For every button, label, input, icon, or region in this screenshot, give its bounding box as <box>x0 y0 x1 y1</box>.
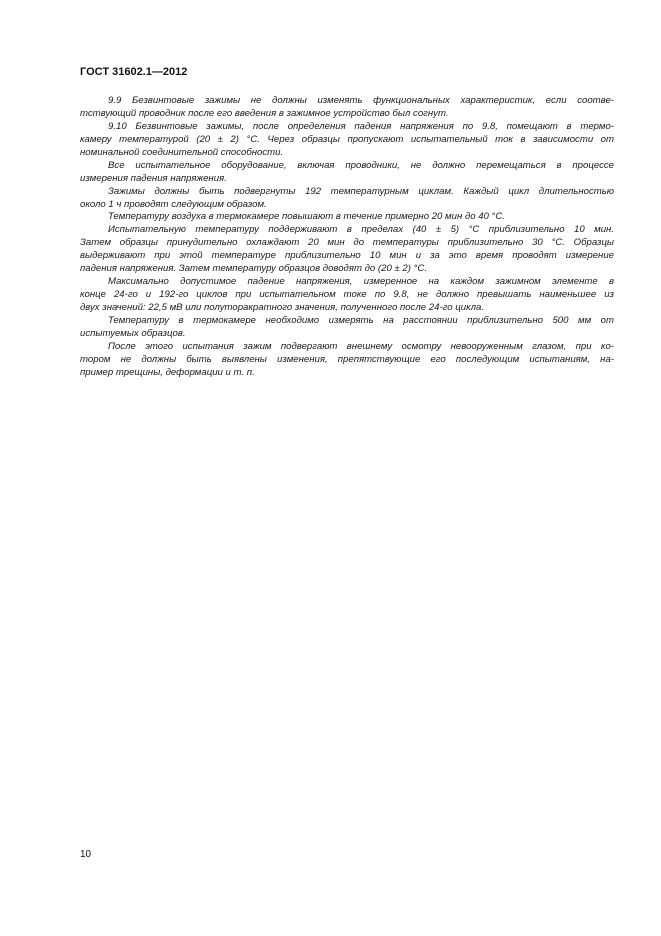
text-line: измерения падения напряжения. <box>80 172 227 184</box>
text-line: Зажимы должны быть подвергнуты 192 температурным циклам. Каждый цикл длительностью <box>108 185 614 197</box>
document-body <box>80 95 614 380</box>
text-line: Максимально допустимое падение напряжения, измеренное на каждом зажимном элементе в <box>108 276 614 288</box>
text-line: 9.9 Безвинтовые зажимы не должны изменять функциональных характеристик, если соотве- <box>108 95 614 106</box>
text-line: После этого испытания зажим подвергают внешнему осмотру невооруженным глазом, при ко- <box>108 340 614 352</box>
text-line: номинальной соединительной способности. <box>80 146 284 158</box>
paragraph <box>80 211 614 224</box>
paragraph <box>80 95 614 121</box>
text-line: 9.10 Безвинтовые зажимы, после определения падения напряжения по 9.8, помещают в термо- <box>108 120 614 132</box>
text-line: камеру температурой (20 ± 2) °С. Через образцы пропускают испытательный ток в зависимости от <box>80 133 614 145</box>
paragraph <box>80 224 614 276</box>
page-number: 10 <box>80 849 92 860</box>
paragraph <box>80 276 614 315</box>
text-line: Температуру воздуха в термокамере повышают в течение примерно 20 мин до 40 °С. <box>108 211 505 223</box>
text-line: Температуру в термокамере необходимо измерять на расстоянии приблизительно 500 мм от <box>108 314 614 326</box>
text-line: около 1 ч проводят следующим образом. <box>80 198 267 210</box>
text-line: тором не должны быть выявлены изменения, препятствующие его последующим испытаниям, на- <box>80 353 614 365</box>
text-line: Затем образцы принудительно охлаждают 20 мин до температуры приблизительно 30 °С. Образцы <box>80 237 614 249</box>
text-line: Все испытательное оборудование, включая проводники, не должно перемещаться в процессе <box>108 159 614 171</box>
text-line: конце 24-го и 192-го циклов при испытательном токе по 9.8, не должно превышать наименьшее из <box>80 289 614 301</box>
standard-header: ГОСТ 31602.1—2012 <box>80 66 188 78</box>
text-line: испытуемых образцов. <box>80 327 186 339</box>
text-line: тствующий проводник после его введения в зажимное устройство был согнут. <box>80 107 449 119</box>
paragraph <box>80 160 614 186</box>
text-line: выдерживают при этой температуре приблизительно 10 мин и за это время проводят измерение <box>80 250 614 262</box>
paragraph <box>80 341 614 380</box>
paragraph <box>80 315 614 341</box>
text-line: двух значений: 22,5 мВ или полуторакратного значения, полученного после 24-го цикла. <box>80 302 485 313</box>
paragraph <box>80 186 614 212</box>
text-line: пример трещины, деформации и т. п. <box>80 366 255 378</box>
paragraph <box>80 121 614 160</box>
text-line: Испытательную температуру поддерживают в пределах (40 ± 5) °С приблизительно 10 мин. <box>108 224 614 236</box>
text-line: падения напряжения. Затем температуру образцов доводят до (20 ± 2) °С. <box>80 263 428 275</box>
